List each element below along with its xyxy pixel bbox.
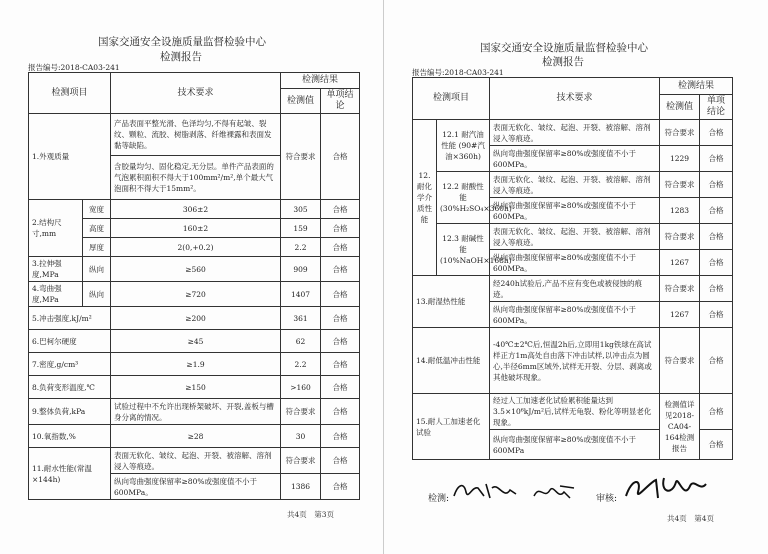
- page-footer: 共4页 第3页: [287, 510, 335, 519]
- req-cell: 产品表面平整光滑、色泽均匀,不得有起皱、裂纹、颗粒、流胶、树脂剥落、纤维裸露和表面发黏等缺陷。: [111, 114, 281, 156]
- conclusion-cell: 合格: [321, 307, 360, 330]
- col-header-req: 技术要求: [490, 78, 660, 120]
- conclusion-cell: 合格: [700, 430, 733, 460]
- conclusion-cell: 合格: [321, 219, 360, 238]
- reviewer-signature: [620, 472, 712, 506]
- value-cell: 符合要求: [660, 172, 700, 198]
- row-item: 9.整体负荷,kPa: [29, 399, 111, 425]
- conclusion-cell: 合格: [321, 448, 360, 474]
- row-item: 14.耐低温冲击性能: [413, 328, 490, 394]
- tester-signature-2: [530, 480, 580, 504]
- value-cell: 159: [281, 219, 321, 238]
- col-header-result: 检测结果: [660, 78, 733, 95]
- conclusion-cell: 合格: [700, 394, 733, 430]
- req-cell: 表面无软化、皱纹、起泡、开裂、被溶解、溶剂浸入等痕迹。: [490, 120, 660, 146]
- value-cell: >160: [281, 376, 321, 399]
- req-cell: 表面无软化、皱纹、起泡、开裂、被溶解、溶剂浸入等痕迹。: [111, 448, 281, 474]
- req-cell: 经240h试验后,产品不应有变色或被侵蚀的痕迹。: [490, 276, 660, 302]
- req-cell: 纵向弯曲强度保留率≥80%或强度值不小于600MPa。: [490, 198, 660, 224]
- req-cell: 纵向弯曲强度保留率≥80%或强度值不小于600MPa。: [490, 302, 660, 328]
- req-cell: ≥45: [111, 330, 281, 353]
- conclusion-cell: 合格: [700, 302, 733, 328]
- value-cell: 符合要求: [281, 399, 321, 425]
- tester-label: 检测:: [428, 494, 450, 504]
- results-table-page3: [28, 72, 360, 500]
- conclusion-cell: 合格: [321, 330, 360, 353]
- col-header-value: 检测值: [660, 95, 700, 120]
- conclusion-cell: 合格: [321, 114, 360, 200]
- report-page-4: [384, 0, 768, 554]
- value-cell: 909: [281, 257, 321, 282]
- conclusion-cell: 合格: [700, 328, 733, 394]
- sub-item: 纵向: [83, 257, 111, 282]
- conclusion-cell: 合格: [321, 200, 360, 219]
- value-cell: 1229: [660, 146, 700, 172]
- req-cell: 表面无软化、皱纹、起泡、开裂、被溶解、溶剂浸入等痕迹。: [490, 172, 660, 198]
- conclusion-cell: 合格: [321, 353, 360, 376]
- req-cell: ≥1.9: [111, 353, 281, 376]
- value-cell: 2.2: [281, 353, 321, 376]
- value-cell: 361: [281, 307, 321, 330]
- conclusion-cell: 合格: [700, 146, 733, 172]
- conclusion-cell: 合格: [321, 376, 360, 399]
- sub-item: 宽度: [83, 200, 111, 219]
- req-cell: 表面无软化、皱纹、起泡、开裂、被溶解、溶剂浸入等痕迹。: [490, 224, 660, 250]
- value-cell: 30: [281, 425, 321, 448]
- row-item: 15.耐人工加速老化试验: [413, 394, 490, 460]
- col-header-conclusion: 单项结论: [700, 95, 733, 120]
- req-cell: 纵向弯曲强度保留率≥80%或强度值不小于600MPa。: [490, 146, 660, 172]
- row-item: 11.耐水性能(常温×144h): [29, 448, 111, 500]
- conclusion-cell: 合格: [321, 282, 360, 307]
- results-table-page4: [412, 77, 733, 460]
- row-item: 3.拉伸强度,MPa: [29, 257, 83, 282]
- req-cell: 试验过程中不允许出现桥架破坏、开裂,盖板与槽身分离的情况。: [111, 399, 281, 425]
- org-title: 国家交通安全设施质量监督检验中心: [98, 36, 266, 48]
- value-cell: 符合要求: [281, 114, 321, 200]
- report-number: 报告编号:2018-CA03-241: [28, 63, 120, 72]
- row-item: 2.结构尺寸,mm: [29, 200, 83, 257]
- req-cell: ≥200: [111, 307, 281, 330]
- value-cell: 1267: [660, 302, 700, 328]
- value-cell: 1283: [660, 198, 700, 224]
- row-item: 6.巴柯尔硬度: [29, 330, 111, 353]
- row-item: 13.耐湿热性能: [413, 276, 490, 328]
- value-cell: 符合要求: [660, 224, 700, 250]
- conclusion-cell: 合格: [700, 250, 733, 276]
- conclusion-cell: 合格: [700, 198, 733, 224]
- row-item: 8.负荷变形温度,℃: [29, 376, 111, 399]
- value-cell: 符合要求: [660, 276, 700, 302]
- tester-signature: [450, 478, 520, 504]
- report-number: 报告编号:2018-CA03-241: [412, 68, 504, 77]
- col-header-req: 技术要求: [111, 73, 281, 114]
- req-cell: ≥560: [111, 257, 281, 282]
- req-cell: 纵向弯曲强度保留率≥80%或强度值不小于600MPa。: [111, 474, 281, 500]
- req-cell: ≥28: [111, 425, 281, 448]
- value-cell: 62: [281, 330, 321, 353]
- value-cell: 1407: [281, 282, 321, 307]
- value-cell: 符合要求: [660, 328, 700, 394]
- conclusion-cell: 合格: [321, 474, 360, 500]
- row-item: 10.氧指数,%: [29, 425, 111, 448]
- value-cell: 1267: [660, 250, 700, 276]
- req-cell: 2(0,+0.2): [111, 238, 281, 257]
- row-item: 7.密度,g/cm³: [29, 353, 111, 376]
- conclusion-cell: 合格: [700, 120, 733, 146]
- sub-item: 12.3 耐碱性能 (10%NaOH×168h): [437, 224, 490, 276]
- conclusion-cell: 合格: [700, 276, 733, 302]
- sub-item: 高度: [83, 219, 111, 238]
- doc-title: 检测报告: [160, 51, 202, 63]
- value-cell: 符合要求: [660, 120, 700, 146]
- req-cell: ≥150: [111, 376, 281, 399]
- value-cell: 2.2: [281, 238, 321, 257]
- req-cell: 含胶量均匀、固化稳定,无分层。单件产品表面的气泡累积面积不得大于100mm²/m²,单个最大气泡面积不得大于15mm²。: [111, 156, 281, 200]
- value-cell: 符合要求: [281, 448, 321, 474]
- row-item: 4.弯曲强度,MPa: [29, 282, 83, 307]
- row-item: 1.外观质量: [29, 114, 111, 200]
- col-header-item: 检测项目: [413, 78, 490, 120]
- row-item: 12.耐化学介质性能: [413, 120, 437, 276]
- sub-item: 12.1 耐汽油性能 (90#汽油×360h): [437, 120, 490, 172]
- org-title: 国家交通安全设施质量监督检验中心: [480, 42, 648, 54]
- conclusion-cell: 合格: [321, 399, 360, 425]
- req-cell: 160±2: [111, 219, 281, 238]
- reviewer-label: 审核:: [596, 494, 618, 504]
- col-header-conclusion: 单项结论: [321, 89, 360, 114]
- col-header-result: 检测结果: [281, 73, 360, 89]
- req-cell: -40℃±2℃后,恒温2h后,立即用1kg铁球在高试样正方1m高处自由落下冲击试样,以冲击点为圆心,半径6mm区域外,试样无开裂、分层、剥离或其他破坏现象。: [490, 328, 660, 394]
- conclusion-cell: 合格: [321, 257, 360, 282]
- doc-title: 检测报告: [542, 56, 584, 68]
- sub-item: 12.2 耐酸性能 (30%H₂SO₄×360h): [437, 172, 490, 224]
- value-cell: 检测值详见2018-CA04-164检测报告: [660, 394, 700, 460]
- req-cell: 纵向弯曲强度保留率≥80%或强度值不小于600MPa。: [490, 250, 660, 276]
- conclusion-cell: 合格: [321, 425, 360, 448]
- conclusion-cell: 合格: [700, 172, 733, 198]
- value-cell: 1386: [281, 474, 321, 500]
- page-footer: 共4页 第4页: [667, 514, 715, 523]
- req-cell: 306±2: [111, 200, 281, 219]
- sub-item: 厚度: [83, 238, 111, 257]
- req-cell: 经过人工加速老化试验累积能量达到3.5×10⁶kJ/m²后,试样无龟裂、粉化等明显老化现象。: [490, 394, 660, 430]
- conclusion-cell: 合格: [700, 224, 733, 250]
- conclusion-cell: 合格: [321, 238, 360, 257]
- req-cell: ≥720: [111, 282, 281, 307]
- req-cell: 纵向弯曲强度保留率≥80%或强度值不小于600MPa: [490, 430, 660, 460]
- col-header-value: 检测值: [281, 89, 321, 114]
- sub-item: 纵向: [83, 282, 111, 307]
- row-item: 5.冲击强度,kJ/m²: [29, 307, 111, 330]
- value-cell: 305: [281, 200, 321, 219]
- col-header-item: 检测项目: [29, 73, 111, 114]
